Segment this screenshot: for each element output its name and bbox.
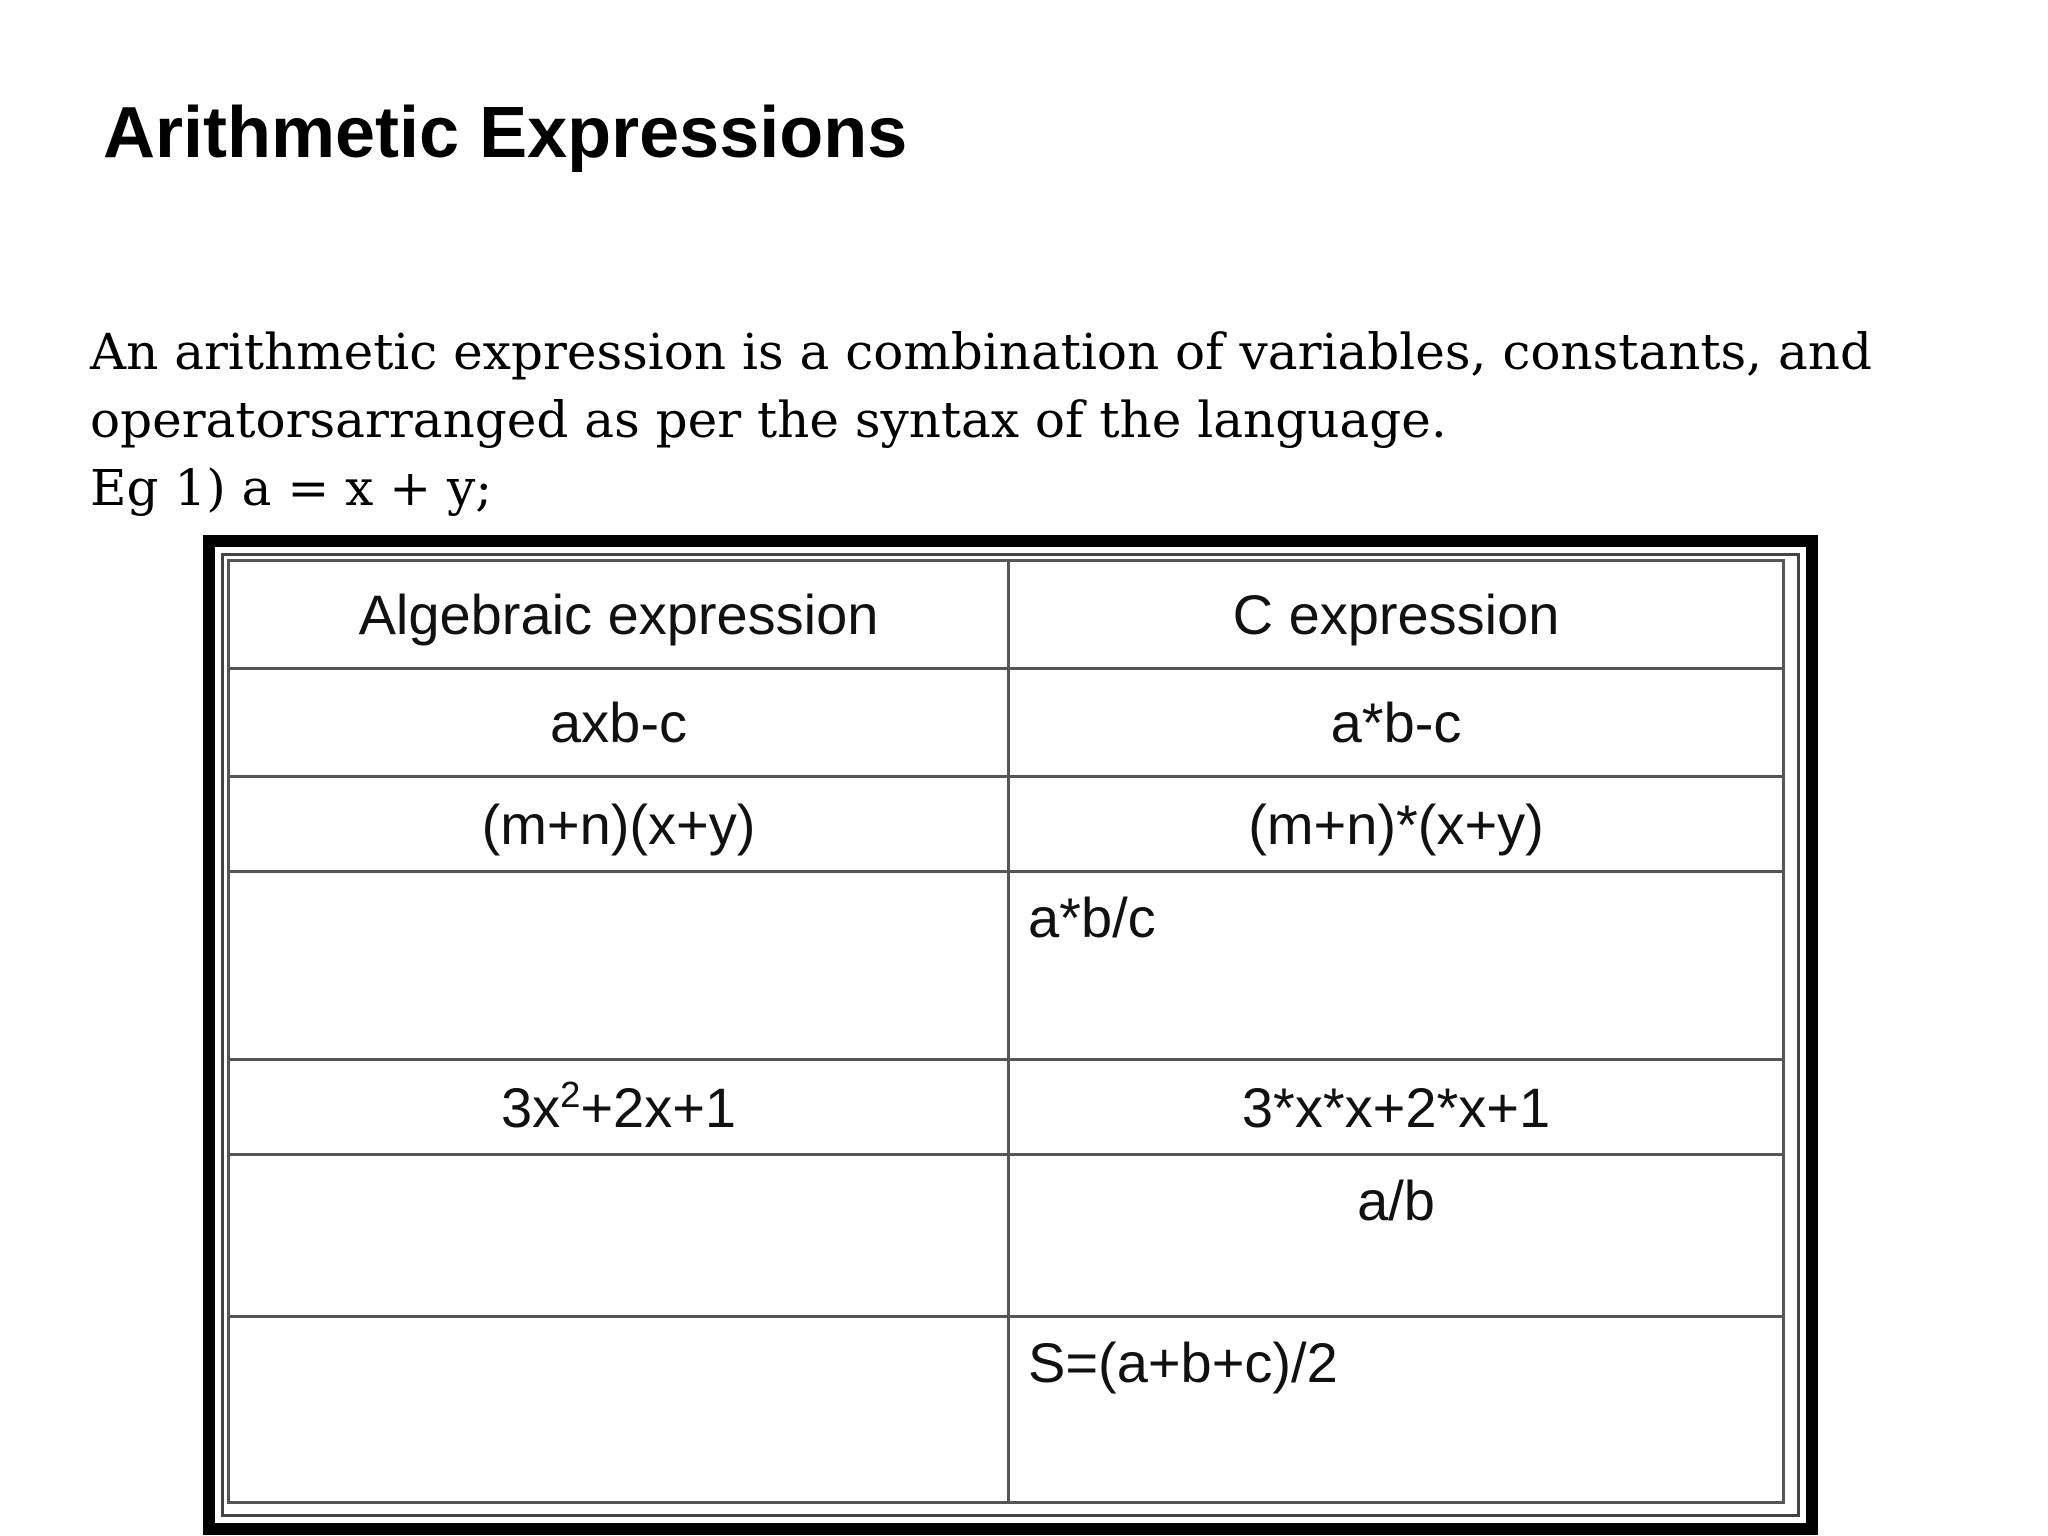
- table-row: [229, 1155, 1784, 1317]
- description-line-2: operatorsarranged as per the syntax of the language.: [90, 391, 1447, 449]
- algebraic-base: 3x: [500, 1075, 561, 1139]
- expression-table-frame: [203, 535, 1818, 1535]
- c-expression-cell: a*b-c: [1009, 669, 1784, 777]
- description-block: [90, 318, 1950, 522]
- algebraic-cell: [229, 1317, 1009, 1503]
- description-line-1: An arithmetic expression is a combination of variables, constants, and: [90, 323, 1872, 381]
- c-expression-cell: a/b: [1009, 1155, 1784, 1317]
- table-row: [229, 777, 1784, 872]
- c-expression-cell: 3*x*x+2*x+1: [1009, 1060, 1784, 1155]
- algebraic-cell: [229, 1060, 1009, 1155]
- slide-title: Arithmetic Expressions: [103, 93, 908, 173]
- algebraic-cell: [229, 1155, 1009, 1317]
- table-header-row: [229, 561, 1784, 669]
- algebraic-exponent: 2: [560, 1073, 581, 1115]
- header-algebraic-expression: Algebraic expression: [229, 561, 1009, 669]
- table-row: [229, 872, 1784, 1060]
- table-row: [229, 1060, 1784, 1155]
- algebraic-cell: [229, 872, 1009, 1060]
- example-line: Eg 1) a = x + y;: [90, 459, 493, 517]
- expression-table: [227, 559, 1785, 1504]
- c-expression-cell: (m+n)*(x+y): [1009, 777, 1784, 872]
- c-expression-cell: S=(a+b+c)/2: [1009, 1317, 1784, 1503]
- header-c-expression: C expression: [1009, 561, 1784, 669]
- c-expression-cell: a*b/c: [1009, 872, 1784, 1060]
- algebraic-cell: axb-c: [229, 669, 1009, 777]
- algebraic-rest: +2x+1: [580, 1075, 737, 1139]
- algebraic-cell: (m+n)(x+y): [229, 777, 1009, 872]
- table-row: [229, 1317, 1784, 1503]
- table-row: [229, 669, 1784, 777]
